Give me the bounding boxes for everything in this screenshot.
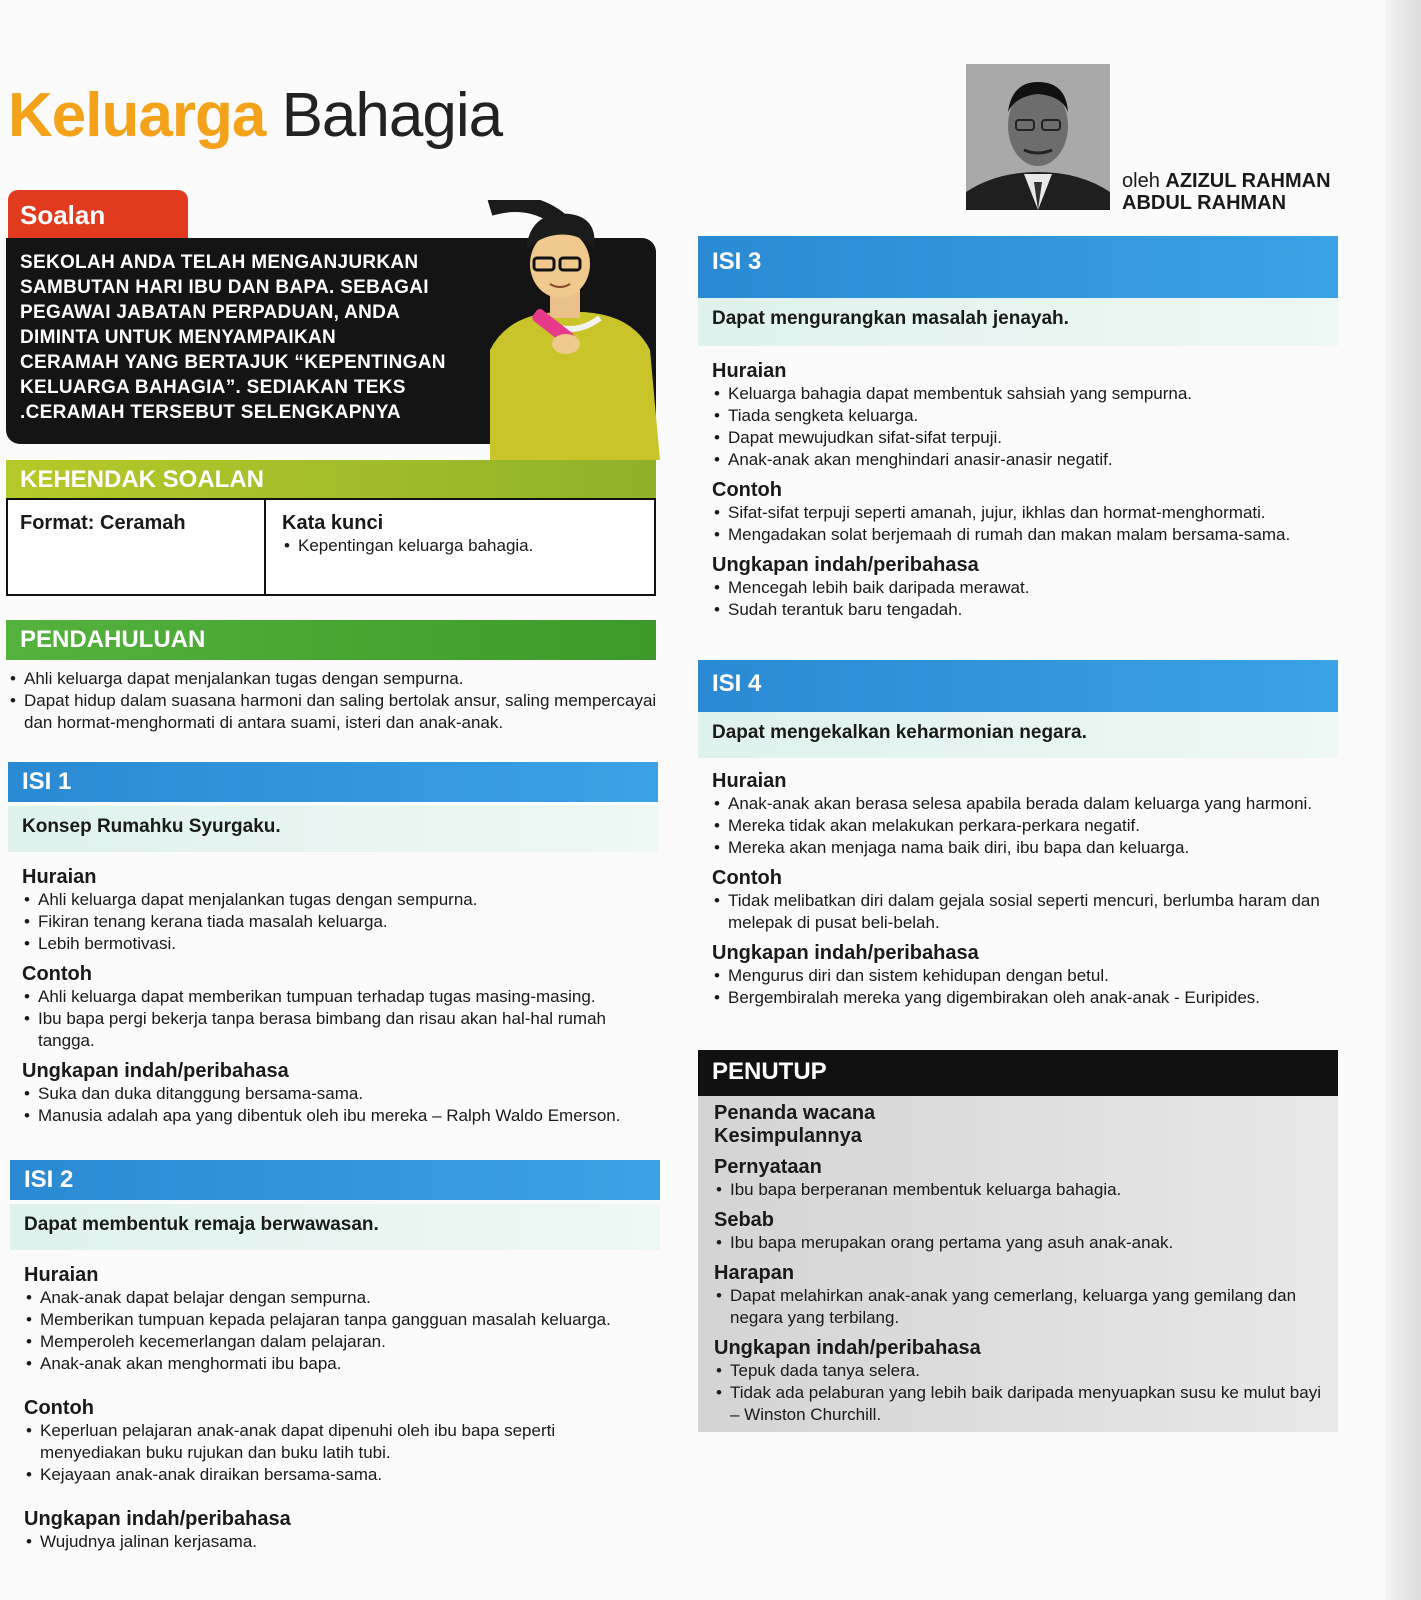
author-byline: oleh AZIZUL RAHMAN ABDUL RAHMAN bbox=[1122, 170, 1331, 214]
list-item: • Ahli keluarga dapat memberikan tumpuan terhadap tugas masing-masing. bbox=[22, 986, 652, 1008]
ungkapan-label: Ungkapan indah/peribahasa bbox=[712, 554, 979, 576]
isi1-heading: ISI 1 bbox=[8, 762, 658, 802]
list-item: • Dapat hidup dalam suasana harmoni dan saling bertolak ansur, saling mempercayai dan hormat-menghormati di antara suami, isteri dan anak-anak. bbox=[8, 690, 658, 734]
page-edge-shadow bbox=[1385, 0, 1421, 1600]
list-item: • Wujudnya jalinan kerjasama. bbox=[24, 1531, 654, 1553]
soalan-line: .CERAMAH TERSEBUT SELENGKAPNYA bbox=[20, 402, 401, 423]
list-item: • Kejayaan anak-anak diraikan bersama-sama. bbox=[24, 1464, 654, 1486]
isi2-heading: ISI 2 bbox=[10, 1160, 660, 1200]
list-item: • Dapat mewujudkan sifat-sifat terpuji. bbox=[712, 427, 1342, 449]
list-item: • Suka dan duka ditanggung bersama-sama. bbox=[22, 1083, 652, 1105]
isi3-heading: ISI 3 bbox=[698, 236, 1338, 298]
list-item: • Mereka akan menjaga nama baik diri, ibu bapa dan keluarga. bbox=[712, 837, 1342, 859]
list-item: • Mengadakan solat berjemaah di rumah dan makan malam bersama-sama. bbox=[712, 524, 1342, 546]
isi4-heading: ISI 4 bbox=[698, 660, 1338, 712]
pendahuluan-heading: PENDAHULUAN bbox=[6, 620, 656, 660]
isi3-body bbox=[712, 352, 1342, 621]
kata-kunci-cell: Kata kunci • Kepentingan keluarga bahagia. bbox=[266, 500, 654, 594]
list-item: • Tidak melibatkan diri dalam gejala sosial seperti mencuri, berlumba haram dan melepak di pusat beli-belah. bbox=[712, 890, 1342, 934]
soalan-line: KELUARGA BAHAGIA”. SEDIAKAN TEKS bbox=[20, 377, 406, 398]
ungkapan-label: Ungkapan indah/peribahasa bbox=[712, 942, 979, 964]
contoh-label: Contoh bbox=[712, 867, 782, 889]
contoh-label: Contoh bbox=[712, 479, 782, 501]
format-cell: Format: Ceramah bbox=[8, 500, 266, 594]
list-item: • Mencegah lebih baik daripada merawat. bbox=[712, 577, 1342, 599]
list-item: • Ibu bapa berperanan membentuk keluarga bahagia. bbox=[714, 1179, 1322, 1201]
page-title: Keluarga Bahagia bbox=[8, 81, 503, 150]
huraian-label: Huraian bbox=[712, 770, 787, 792]
list-item: • Kepentingan keluarga bahagia. bbox=[282, 535, 638, 557]
isi3-point: Dapat mengurangkan masalah jenayah. bbox=[698, 298, 1338, 346]
list-item: • Tiada sengketa keluarga. bbox=[712, 405, 1342, 427]
list-item: • Bergembiralah mereka yang digembirakan oleh anak-anak - Euripides. bbox=[712, 987, 1342, 1009]
list-item: • Manusia adalah apa yang dibentuk oleh ibu mereka – Ralph Waldo Emerson. bbox=[22, 1105, 652, 1127]
isi2-body bbox=[24, 1256, 654, 1553]
penanda-label: Penanda wacana bbox=[714, 1102, 876, 1124]
huraian-label: Huraian bbox=[24, 1264, 99, 1286]
student-illustration bbox=[470, 200, 670, 460]
huraian-label: Huraian bbox=[22, 866, 97, 888]
list-item: • Mengurus diri dan sistem kehidupan dengan betul. bbox=[712, 965, 1342, 987]
list-item: • Fikiran tenang kerana tiada masalah keluarga. bbox=[22, 911, 652, 933]
contoh-label: Contoh bbox=[22, 963, 92, 985]
list-item: • Anak-anak akan menghormati ibu bapa. bbox=[24, 1353, 654, 1375]
list-item: • Tidak ada pelaburan yang lebih baik daripada menyuapkan susu ke mulut bayi – Winston Churchill. bbox=[714, 1382, 1322, 1426]
contoh-label: Contoh bbox=[24, 1397, 94, 1419]
harapan-label: Harapan bbox=[714, 1262, 795, 1284]
isi2-point: Dapat membentuk remaja berwawasan. bbox=[10, 1204, 660, 1250]
ungkapan-label: Ungkapan indah/peribahasa bbox=[24, 1508, 291, 1530]
isi4-body bbox=[712, 762, 1342, 1009]
list-item: • Ibu bapa merupakan orang pertama yang asuh anak-anak. bbox=[714, 1232, 1322, 1254]
ungkapan-label: Ungkapan indah/peribahasa bbox=[22, 1060, 289, 1082]
huraian-label: Huraian bbox=[712, 360, 787, 382]
penutup-heading: PENUTUP bbox=[698, 1050, 1338, 1096]
list-item: • Ibu bapa pergi bekerja tanpa berasa bimbang dan risau akan hal-hal rumah tangga. bbox=[22, 1008, 652, 1052]
isi1-point: Konsep Rumahku Syurgaku. bbox=[8, 806, 658, 852]
list-item: • Anak-anak akan berasa selesa apabila berada dalam keluarga yang harmoni. bbox=[712, 793, 1342, 815]
soalan-line: DIMINTA UNTUK MENYAMPAIKAN bbox=[20, 327, 337, 348]
soalan-line: SEKOLAH ANDA TELAH MENGANJURKAN bbox=[20, 252, 419, 273]
list-item: • Tepuk dada tanya selera. bbox=[714, 1360, 1322, 1382]
soalan-line: CERAMAH YANG BERTAJUK “KEPENTINGAN bbox=[20, 352, 446, 373]
penanda-value: Kesimpulannya bbox=[714, 1125, 862, 1147]
soalan-line: PEGAWAI JABATAN PERPADUAN, ANDA bbox=[20, 302, 401, 323]
list-item: • Mereka tidak akan melakukan perkara-perkara negatif. bbox=[712, 815, 1342, 837]
isi1-body bbox=[22, 858, 652, 1127]
list-item: • Memberikan tumpuan kepada pelajaran tanpa gangguan masalah keluarga. bbox=[24, 1309, 654, 1331]
list-item: • Anak-anak dapat belajar dengan sempurna. bbox=[24, 1287, 654, 1309]
list-item: • Ahli keluarga dapat menjalankan tugas dengan sempurna. bbox=[22, 889, 652, 911]
kehendak-table bbox=[6, 498, 656, 596]
author-photo bbox=[966, 64, 1110, 210]
sebab-label: Sebab bbox=[714, 1209, 775, 1231]
isi4-point: Dapat mengekalkan keharmonian negara. bbox=[698, 712, 1338, 758]
list-item: • Dapat melahirkan anak-anak yang cemerlang, keluarga yang gemilang dan negara yang terbilang. bbox=[714, 1285, 1322, 1329]
soalan-tab: Soalan bbox=[8, 190, 188, 242]
kehendak-soalan-heading: KEHENDAK SOALAN bbox=[6, 460, 656, 500]
list-item: • Ahli keluarga dapat menjalankan tugas dengan sempurna. bbox=[8, 668, 658, 690]
list-item: • Lebih bermotivasi. bbox=[22, 933, 652, 955]
pernyataan-label: Pernyataan bbox=[714, 1156, 822, 1178]
list-item: • Keluarga bahagia dapat membentuk sahsiah yang sempurna. bbox=[712, 383, 1342, 405]
pendahuluan-body bbox=[8, 668, 658, 734]
penutup-body bbox=[698, 1096, 1338, 1432]
ungkapan-label: Ungkapan indah/peribahasa bbox=[714, 1337, 981, 1359]
list-item: • Sudah terantuk baru tengadah. bbox=[712, 599, 1342, 621]
list-item: • Memperoleh kecemerlangan dalam pelajaran. bbox=[24, 1331, 654, 1353]
list-item: • Anak-anak akan menghindari anasir-anasir negatif. bbox=[712, 449, 1342, 471]
soalan-line: SAMBUTAN HARI IBU DAN BAPA. SEBAGAI bbox=[20, 277, 429, 298]
list-item: • Keperluan pelajaran anak-anak dapat dipenuhi oleh ibu bapa seperti menyediakan buku rujukan dan buku latih tubi. bbox=[24, 1420, 654, 1464]
list-item: • Sifat-sifat terpuji seperti amanah, jujur, ikhlas dan hormat-menghormati. bbox=[712, 502, 1342, 524]
